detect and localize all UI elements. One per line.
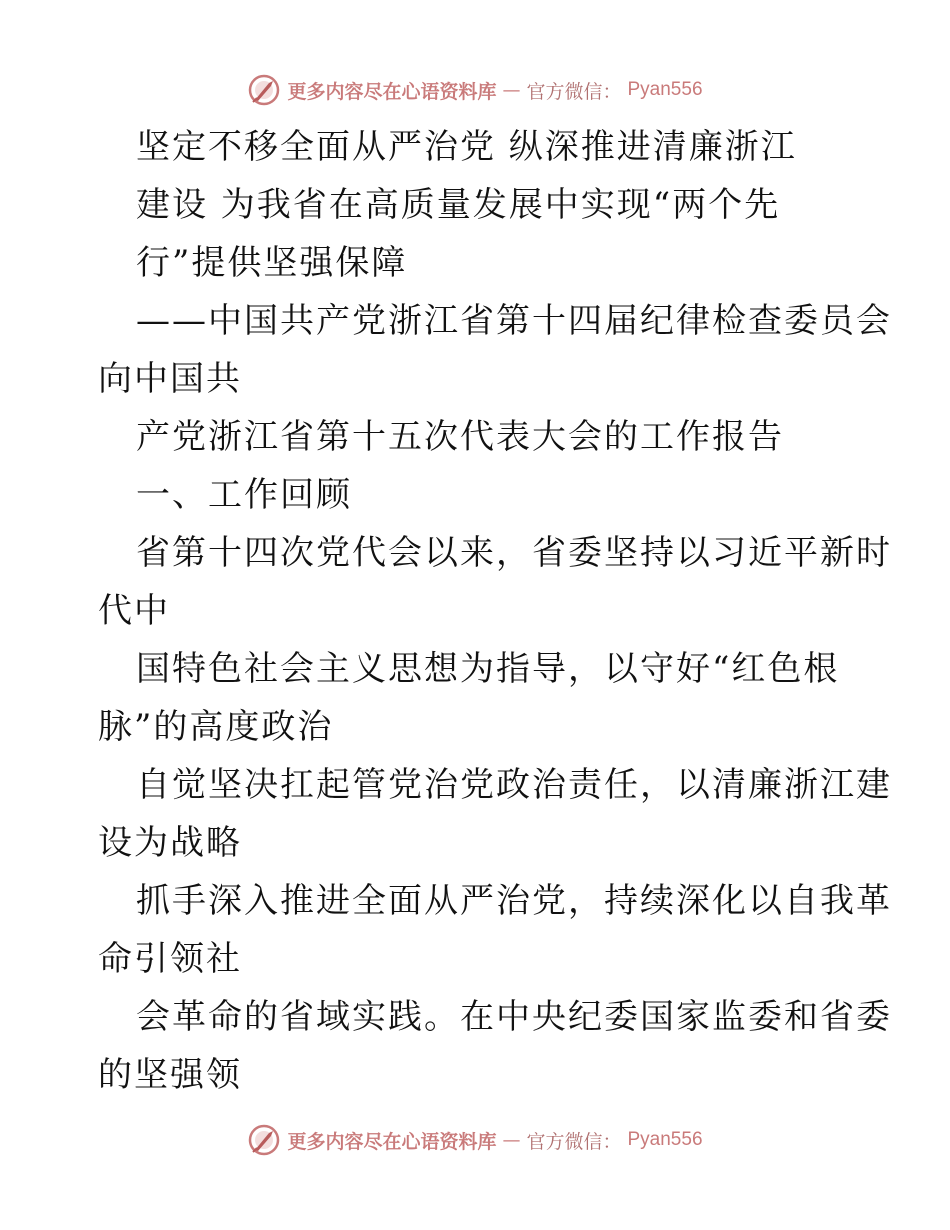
- subtitle-line-2: 向中国共: [98, 359, 242, 399]
- paragraph-line: 自觉坚决扛起管党治党政治责任，以清廉浙江建: [136, 765, 892, 805]
- paragraph-line: 的坚强领: [98, 1055, 242, 1095]
- paragraph-line: 设为战略: [98, 823, 242, 863]
- banner-wechat-label: 官方微信：: [526, 1130, 622, 1153]
- quill-logo-icon: [247, 73, 281, 107]
- subtitle-line-1: ——中国共产党浙江省第十四届纪律检查委员会: [136, 301, 892, 341]
- paragraph-line: 国特色社会主义思想为指导，以守好“红色根: [136, 649, 840, 689]
- paragraph-line: 省第十四次党代会以来，省委坚持以习近平新时: [136, 533, 892, 573]
- banner-wechat-id: Pyan556: [627, 1129, 703, 1150]
- document-body: [98, 118, 892, 1104]
- footer-watermark-banner: [0, 1120, 950, 1160]
- banner-wechat-label: 官方微信：: [526, 80, 622, 103]
- title-line-1: 坚定不移全面从严治党 纵深推进清廉浙江: [136, 127, 797, 167]
- paragraph-line: 抓手深入推进全面从严治党，持续深化以自我革: [136, 881, 892, 921]
- paragraph-line: 代中: [98, 591, 170, 631]
- quill-logo-icon: [247, 1123, 281, 1157]
- banner-site-text: 更多内容尽在心语资料库: [287, 80, 497, 103]
- banner-wechat-id: Pyan556: [627, 79, 703, 100]
- paragraph-line: 会革命的省域实践。在中央纪委国家监委和省委: [136, 997, 892, 1037]
- subtitle-line-3: 产党浙江省第十五次代表大会的工作报告: [136, 417, 784, 457]
- header-watermark-banner: [0, 70, 950, 110]
- banner-separator: —: [502, 1129, 521, 1151]
- title-line-2: 建设 为我省在高质量发展中实现“两个先: [136, 185, 781, 225]
- paragraph-line: 命引领社: [98, 939, 242, 979]
- banner-site-text: 更多内容尽在心语资料库: [287, 1130, 497, 1153]
- paragraph-line: 脉”的高度政治: [98, 707, 334, 747]
- banner-separator: —: [502, 79, 521, 101]
- title-line-3: 行”提供坚强保障: [136, 243, 408, 283]
- section-heading: 一、工作回顾: [136, 475, 352, 515]
